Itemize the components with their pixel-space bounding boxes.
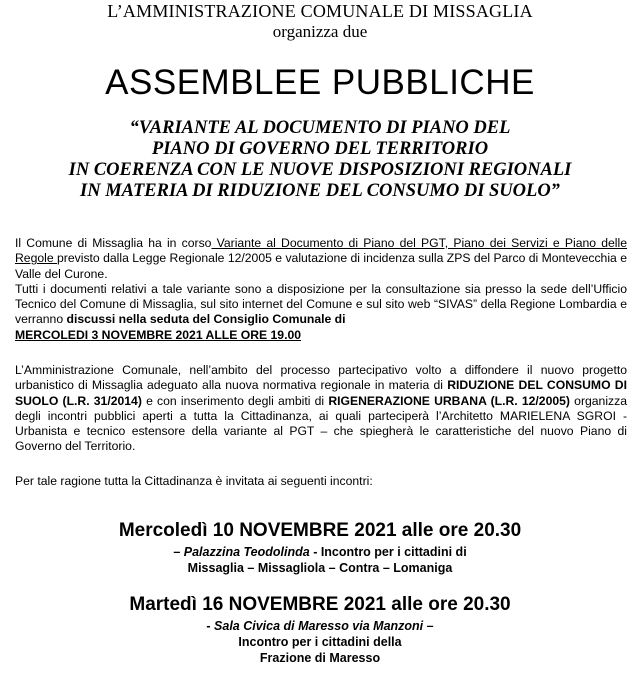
event-audience: Frazione di Maresso	[259, 651, 381, 665]
event-date: Mercoledì 10 NOVEMBRE 2021 alle ore 20.30	[118, 520, 522, 541]
text-span: -	[206, 619, 215, 633]
event-details	[0, 544, 640, 576]
text-span: - Incontro per i cittadini di	[309, 545, 467, 559]
invitation-line: Per tale ragione tutta la Cittadinanza è invitata ai seguenti incontri:	[15, 474, 373, 488]
participation-paragraph	[15, 363, 627, 455]
text-span: Tutti i documenti relativi a tale variante sono a disposizione per la consultazione sia presso la sede dell’Ufficio Tecnico del Comune di Missaglia, sul sito internet del Comune e sul sito web “SIVAS” della Regione Lombardia e verranno	[15, 281, 627, 327]
text-span: previsto dalla Legge Regionale 12/2005 e valutazione di incidenza sulla ZPS del Parco di Montevecchia e Valle del Curone.	[15, 251, 627, 281]
subtitle-line: IN COERENZA CON LE NUOVE DISPOSIZIONI REGIONALI	[68, 160, 572, 180]
subtitle-line: IN MATERIA DI RIDUZIONE DEL CONSUMO DI SUOLO”	[80, 181, 560, 201]
event-details	[0, 618, 640, 666]
event-audience: Incontro per i cittadini della	[238, 635, 402, 649]
event-venue: Palazzina Teodolinda	[183, 545, 310, 559]
intro-paragraph	[15, 236, 627, 343]
page-title: ASSEMBLEE PUBBLICHE	[105, 63, 535, 102]
administration-heading: L’AMMINISTRAZIONE COMUNALE DI MISSAGLIA	[107, 1, 533, 21]
text-span: organizza degli incontri pubblici aperti a tutta la Cittadinanza, ai quali parteciperà l’Architetto MARIELENA SGROI -Urbanista e tecnico estensore della variante al PGT – che spiegherà le caratteristiche del nuovo Piano di Governo del Territorio.	[15, 393, 628, 454]
event-audience: Missaglia – Missagliola – Contra – Lomaniga	[187, 561, 453, 575]
law-reference: RIDUZIONE DEL CONSUMO DI SUOLO (L.R. 31/2014)	[15, 378, 627, 408]
event-venue: Sala Civica di Maresso via Manzoni –	[214, 619, 434, 633]
text-span: L’Amministrazione Comunale, nell’ambito del processo partecipativo volto a diffondere il nuovo progetto urbanistico di Missaglia adeguato alla nuova normativa regionale in materia di	[15, 363, 627, 393]
variant-name: Variante al Documento di Piano del PGT, Piano dei Servizi e Piano delle Regole	[15, 236, 628, 266]
text-span: –	[173, 545, 184, 559]
text-span: Il Comune di Missaglia ha in corso	[15, 236, 212, 250]
council-notice: discussi nella seduta del Consiglio Comunale di	[66, 312, 346, 327]
organizza-line: organizza due	[272, 22, 368, 41]
law-reference: RIGENERAZIONE URBANA (L.R. 12/2005)	[328, 393, 570, 408]
subtitle	[0, 118, 640, 202]
council-date: MERCOLEDI 3 NOVEMBRE 2021 ALLE ORE 19.00	[15, 327, 302, 342]
subtitle-line: PIANO DI GOVERNO DEL TERRITORIO	[151, 139, 489, 159]
subtitle-line: “VARIANTE AL DOCUMENTO DI PIANO DEL	[129, 118, 511, 138]
event-date: Martedì 16 NOVEMBRE 2021 alle ore 20.30	[129, 594, 511, 615]
text-span: e con inserimento degli ambiti di	[141, 393, 329, 408]
